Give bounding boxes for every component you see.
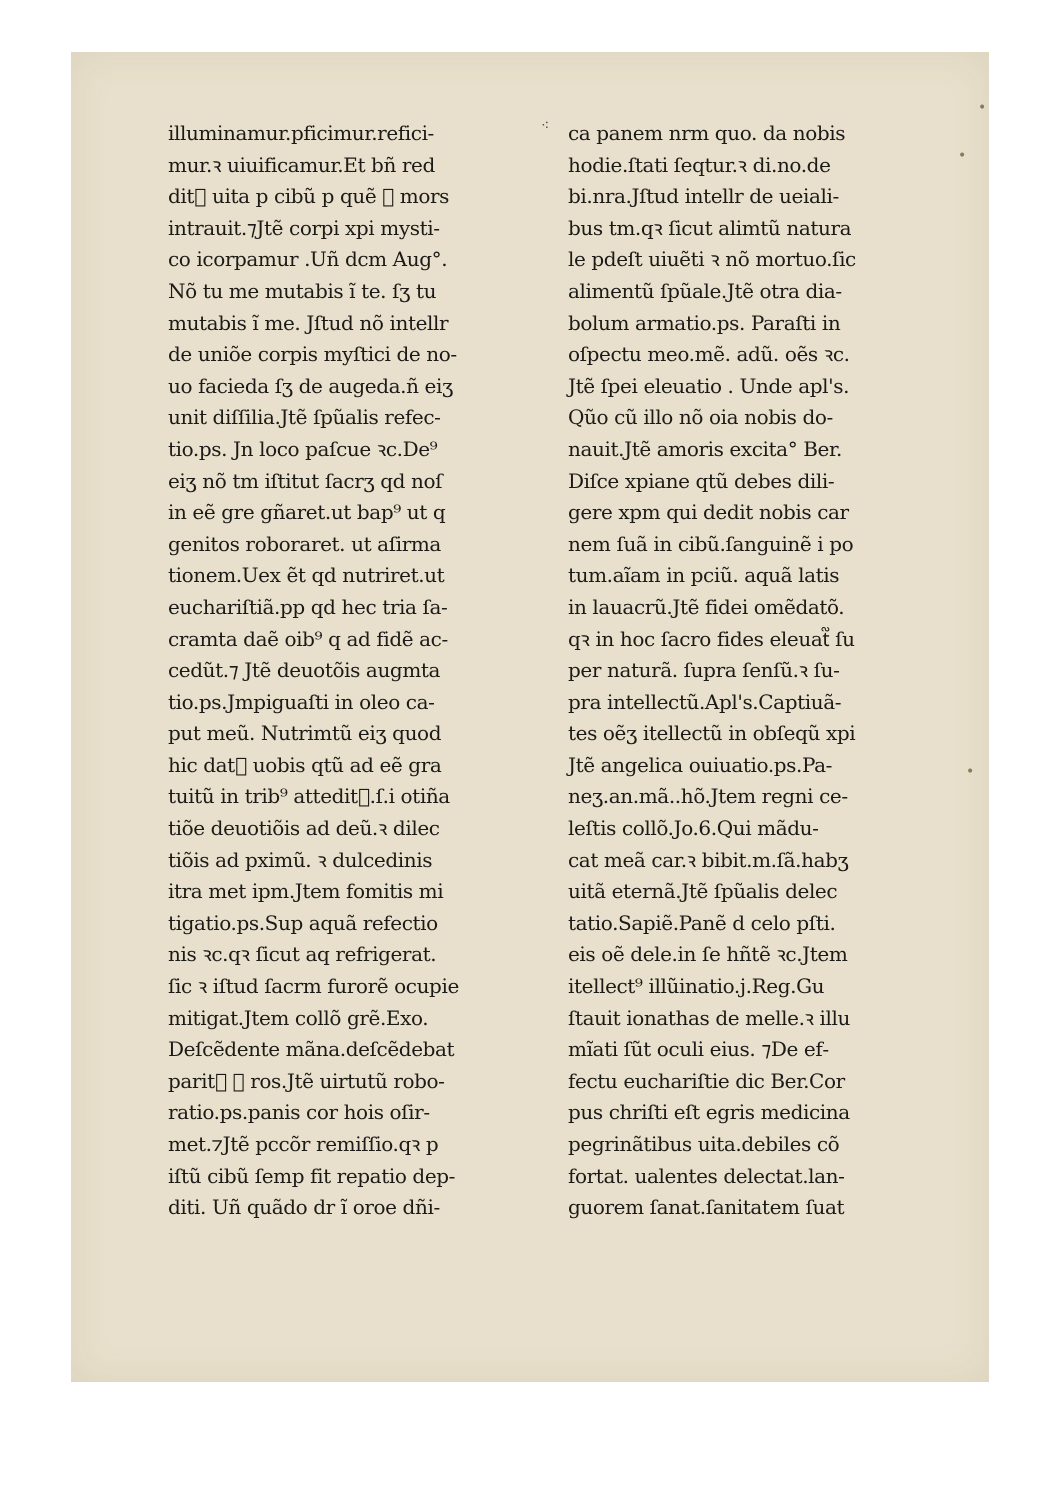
text-line: nem ſuã in cibũ.ſanguinẽ i po (568, 531, 854, 556)
text-line: put meũ. Nutrimtũ eiʒ quod (168, 721, 442, 746)
text-line: mutabis ĩ me. Jſtud nõ intellr (168, 310, 449, 335)
text-line: alimentũ ſpũale.Jtẽ otra dia‑ (568, 278, 842, 303)
text-line: le pdeſt uiuẽti ꝛ nõ mortuo.ſic (568, 247, 856, 272)
margin-stain-icon: • (958, 148, 967, 164)
text-line: hic dat᷑ uobis qtũ ad eẽ gra (168, 752, 442, 777)
text-line: itellect⁹ illũinatio.j.Reg.Gu (568, 974, 825, 999)
text-line: illuminamur.pficimur.refici‑ (168, 121, 434, 145)
text-line: ca panem nrm quo. da nobis (568, 121, 846, 145)
text-line: pegrinãtibus uita.debiles cõ (568, 1132, 840, 1156)
text-line: met.⁊Jtẽ pccõr remiſſio.qꝛ p (168, 1132, 439, 1156)
text-line: tio.ps. Jn loco paſcue ꝛc.De⁹ (168, 436, 438, 461)
margin-mark-icon: ⁖ (541, 118, 550, 134)
text-line: Diſce xpiane qtũ debes dili‑ (568, 468, 835, 493)
text-line: unit diſſilia.Jtẽ ſpũalis refec‑ (168, 405, 441, 430)
text-line: tatio.Sapiẽ.Panẽ d celo pſti. (568, 910, 836, 935)
text-line: tes oẽʒ itellectũ in obſeqũ xpi (568, 721, 856, 746)
text-line: per naturã. ſupra ſenſũ.ꝛ ſu‑ (568, 658, 840, 683)
text-line: cedũt.⁊ Jtẽ deuotõis augmta (168, 658, 441, 683)
text-line: Qũo cũ illo nõ oia nobis do‑ (568, 405, 833, 430)
text-line: Jtẽ angelica ouiuatio.ps.Pa‑ (568, 752, 833, 777)
text-line: co icorpamur .Uñ dcm Aug°. (168, 247, 448, 272)
text-line: bolum armatio.ps. Paraſti in (568, 310, 841, 335)
text-line: tiõis ad pximũ. ꝛ dulcedinis (168, 847, 433, 872)
text-line: eiʒ nõ tm iſtitut ſacrʒ qd noſ (168, 468, 443, 493)
text-line: mĩati ſũt oculi eius. ⁊De ef‑ (568, 1037, 829, 1062)
right-text-column (568, 118, 856, 1224)
text-line: fortat. ualentes delectat.lan‑ (568, 1163, 845, 1188)
text-line: mur.ꝛ uiuificamur.Et bñ red (168, 152, 435, 177)
margin-stain-icon: • (978, 100, 987, 116)
text-line: in eẽ gre gñaret.ut bap⁹ ut q (168, 500, 446, 525)
text-line: ſtauit ionathas de melle.ꝛ illu (568, 1005, 851, 1030)
text-line: ratio.ps.panis cor hois oſir‑ (168, 1100, 430, 1125)
text-line: mitigat.Jtem collõ grẽ.Exo. (168, 1005, 429, 1030)
text-line: bi.nra.Jſtud intellr de ueiali‑ (568, 184, 839, 209)
text-line: pus chriſti eſt egris medicina (568, 1100, 850, 1125)
text-line: Jtẽ ſpei eleuatio . Unde apl's. (568, 373, 850, 398)
margin-stain-icon: • (966, 764, 975, 780)
text-line: leſtis collõ.Jo.6.Qui mãdu‑ (568, 816, 819, 841)
text-line: genitos roboraret. ut aſirma (168, 531, 441, 556)
text-line: tigatio.ps.Sup aquã refectio (168, 910, 438, 935)
text-line: neʒ.an.mã..hõ.Jtem regni ce‑ (568, 784, 848, 809)
text-line: tionem.Uex ẽt qd nutriret.ut (168, 563, 445, 588)
text-line: nis ꝛc.qꝛ ſicut aq refrigerat. (168, 942, 437, 967)
text-line: dit᷑ uita p cibũ p quẽ ꝛ mors (168, 184, 450, 209)
left-text-column (168, 118, 459, 1224)
text-line: Nõ tu me mutabis ĩ te. ſʒ tu (168, 278, 437, 303)
text-line: tio.ps.Jmpiguaſti in oleo ca‑ (168, 689, 435, 714)
text-line: hodie.ſtati ſeqtur.ꝛ di.no.de (568, 152, 831, 177)
text-line: tum.aĩam in pciũ. aquã latis (568, 563, 840, 588)
text-line: cat meã car.ꝛ bibit.m.ſã.habʒ (568, 847, 849, 872)
text-line: fectu euchariſtie dic Ber.Cor (568, 1068, 845, 1093)
text-line: gere xpm qui dedit nobis car (568, 500, 849, 525)
text-line: de uniõe corpis myſtici de no‑ (168, 342, 457, 367)
text-line: cramta daẽ oib⁹ q ad fidẽ ac‑ (168, 626, 448, 651)
text-line: uo facieda ſʒ de augeda.ñ eiʒ (168, 373, 453, 398)
text-line: euchariſtiã.pp qd hec tria ſa‑ (168, 594, 448, 619)
text-line: parit᷑ ꝛ ros.Jtẽ uirtutũ robo‑ (168, 1068, 445, 1093)
text-line: diti. Uñ quãdo dr ĩ oroe dñi‑ (168, 1195, 440, 1220)
text-line: bus tm.qꝛ ſicut alimtũ natura (568, 215, 852, 240)
text-line: tuitũ in trib⁹ attedit᷑.ſ.i otiña (168, 784, 450, 809)
text-line: qꝛ in hoc ſacro fides eleuat᷑ ſu (568, 626, 855, 651)
text-line: intrauit.⁊Jtẽ corpi xpi mysti‑ (168, 215, 440, 240)
text-line: uitã eternã.Jtẽ ſpũalis delec (568, 879, 838, 904)
text-line: pra intellectũ.Apl's.Captiuã‑ (568, 689, 842, 714)
text-line: oſpectu meo.mẽ. adũ. oẽs ꝛc. (568, 342, 850, 367)
text-line: eis oẽ dele.in ſe hñtẽ ꝛc.Jtem (568, 942, 848, 967)
text-line: Deſcẽdente mãna.deſcẽdebat (168, 1037, 455, 1062)
text-line: guorem ſanat.ſanitatem ſuat (568, 1195, 845, 1220)
text-line: nauit.Jtẽ amoris excita° Ber. (568, 436, 842, 461)
text-line: ſic ꝛ iſtud ſacrm furorẽ ocupie (168, 974, 459, 999)
text-line: tiõe deuotiõis ad deũ.ꝛ dilec (168, 816, 440, 841)
text-line: itra met ipm.Jtem fomitis mi (168, 879, 444, 904)
text-line: iſtũ cibũ ſemp fit repatio dep‑ (168, 1163, 456, 1188)
text-line: in lauacrũ.Jtẽ fidei omẽdatõ. (568, 594, 845, 619)
